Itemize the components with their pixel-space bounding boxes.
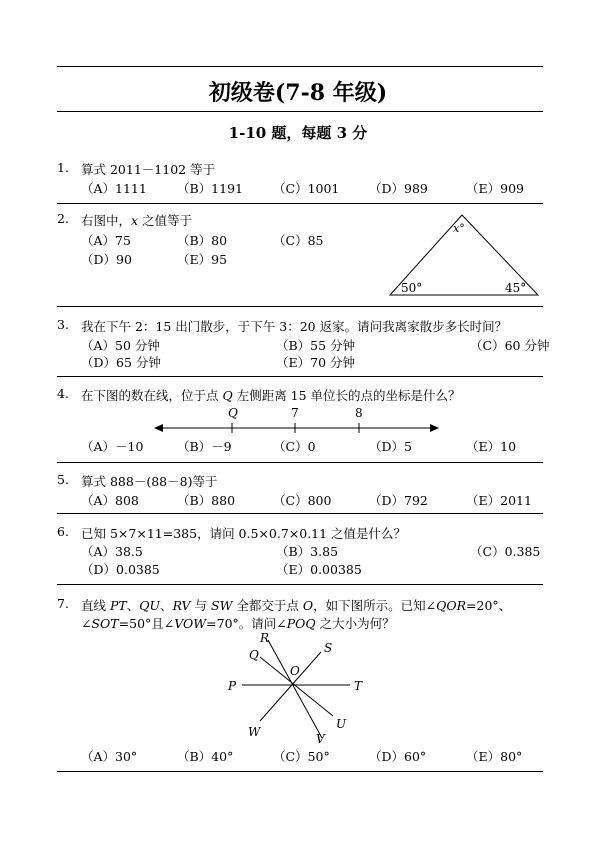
option-c: （C）50°	[273, 749, 330, 764]
line-rv	[268, 640, 322, 738]
divider	[57, 584, 543, 585]
stem-variable: POQ	[286, 616, 316, 631]
question-number: 5.	[57, 472, 69, 487]
option-e: （E）0.00385	[276, 562, 362, 577]
page-title: 初级卷(7-8 年级)	[208, 80, 388, 106]
option-c: （C）85	[273, 233, 324, 248]
top-rule	[57, 66, 543, 67]
stem-variable: O	[302, 598, 314, 613]
stem-variable: QOR	[436, 598, 467, 613]
option-e: （E）2011	[466, 493, 532, 508]
question-number: 3.	[57, 317, 69, 332]
divider	[57, 376, 543, 377]
question-stem	[81, 211, 192, 229]
stem-text: 直线	[81, 598, 110, 613]
stem-text: ∠	[81, 616, 92, 631]
question-stem	[81, 386, 461, 404]
point-label-v: V	[316, 732, 325, 746]
angle-50-label: 50°	[401, 281, 423, 295]
bottom-rule	[57, 771, 543, 772]
divider	[57, 306, 543, 307]
number-line-figure	[150, 404, 450, 438]
option-d: （D）65 分钟	[81, 355, 161, 370]
intersecting-lines-figure	[220, 628, 380, 748]
question-stem: 算式 2011－1102 等于	[81, 162, 216, 177]
title-rule	[57, 111, 543, 112]
option-b: （B）880	[177, 493, 236, 508]
option-a: （A）－10	[81, 439, 144, 454]
angle-x-label: x°	[453, 222, 465, 235]
divider	[57, 513, 543, 514]
stem-variable: SOT	[91, 616, 119, 631]
option-c: （C）0	[273, 439, 316, 454]
tick-label-7: 7	[291, 406, 299, 420]
option-c: （C）800	[273, 493, 332, 508]
option-d: （D）5	[369, 439, 412, 454]
option-e: （E）10	[466, 439, 517, 454]
angle-45-label: 45°	[505, 281, 527, 295]
stem-text: =50°且∠	[118, 616, 175, 631]
option-c: （C）0.385	[470, 544, 541, 559]
question-number: 1.	[57, 160, 69, 175]
option-a: （A）75	[81, 233, 131, 248]
point-label-w: W	[248, 725, 261, 739]
option-d: （D）60°	[369, 749, 427, 764]
stem-variable: VOW	[174, 616, 207, 631]
stem-text: 、	[126, 598, 140, 613]
stem-variable: Q	[222, 388, 233, 403]
stem-variable: RV	[172, 598, 191, 613]
question-number: 4.	[57, 386, 69, 401]
option-d: （D）0.0385	[81, 562, 160, 577]
divider	[57, 462, 543, 463]
question-stem: 已知 5×7×11=385，请问 0.5×0.7×0.11 之值是什么？	[81, 526, 407, 541]
option-b: （B）40°	[177, 749, 234, 764]
option-b: （B）3.85	[276, 544, 339, 559]
option-b: （B）55 分钟	[276, 338, 356, 353]
triangle-figure	[385, 208, 545, 300]
point-label-r: R	[260, 631, 270, 645]
stem-text: 在下图的数在线，位于点	[81, 388, 223, 403]
point-label-s: S	[324, 641, 333, 655]
stem-text: =70°。请问∠	[206, 616, 287, 631]
option-d: （D）989	[369, 181, 428, 196]
stem-text: 全都交于点	[232, 598, 303, 613]
option-a: （A）808	[81, 493, 139, 508]
stem-variable: QU	[139, 598, 161, 613]
stem-variable: x	[131, 213, 139, 228]
point-label-u: U	[336, 717, 347, 731]
stem-text: 与	[190, 598, 212, 613]
option-b: （B）－9	[177, 439, 232, 454]
line-sw	[260, 652, 321, 721]
option-b: （B）1191	[177, 181, 243, 196]
question-number: 6.	[57, 524, 69, 539]
option-d: （D）792	[369, 493, 428, 508]
option-e: （E）80°	[466, 749, 523, 764]
point-label-q: Q	[249, 648, 259, 662]
option-c: （C）60 分钟	[470, 338, 550, 353]
option-a: （A）1111	[81, 181, 147, 196]
arrow-right-icon	[430, 424, 439, 432]
question-stem: 我在下午 2：15 出门散步，于下午 3：20 返家。请问我离家散步多长时间？	[81, 319, 508, 334]
option-a: （A）50 分钟	[81, 338, 160, 353]
stem-text: 、	[160, 598, 173, 613]
stem-text: ，如下图所示。已知∠	[313, 598, 437, 613]
arrow-left-icon	[154, 424, 163, 432]
stem-text: 右图中，	[81, 213, 132, 228]
stem-text: =20°、	[466, 598, 512, 613]
option-a: （A）30°	[81, 749, 138, 764]
stem-variable: SW	[211, 598, 233, 613]
option-a: （A）38.5	[81, 544, 143, 559]
option-b: （B）80	[177, 233, 228, 248]
option-e: （E）909	[466, 181, 524, 196]
point-label-p: P	[228, 679, 237, 693]
question-stem: 算式 888－(88－8)等于	[81, 474, 218, 489]
question-number: 7.	[57, 596, 69, 611]
tick-label-8: 8	[355, 406, 363, 420]
divider	[57, 203, 543, 204]
option-e: （E）70 分钟	[276, 355, 356, 370]
section-subtitle: 1-10 题，每题 3 分	[228, 124, 368, 142]
option-e: （E）95	[177, 252, 228, 267]
stem-text: 左侧距离 15 单位长的点的坐标是什么？	[232, 388, 461, 403]
tick-label-q: Q	[228, 406, 238, 420]
question-number: 2.	[57, 211, 69, 226]
point-label-o: O	[290, 664, 300, 678]
stem-variable: PT	[109, 598, 127, 613]
question-stem-line-1	[81, 596, 511, 614]
point-label-t: T	[354, 679, 363, 693]
stem-text: 之值等于	[142, 213, 193, 228]
stem-text: 之大小为何？	[315, 616, 395, 631]
option-d: （D）90	[81, 252, 132, 267]
option-c: （C）1001	[273, 181, 340, 196]
